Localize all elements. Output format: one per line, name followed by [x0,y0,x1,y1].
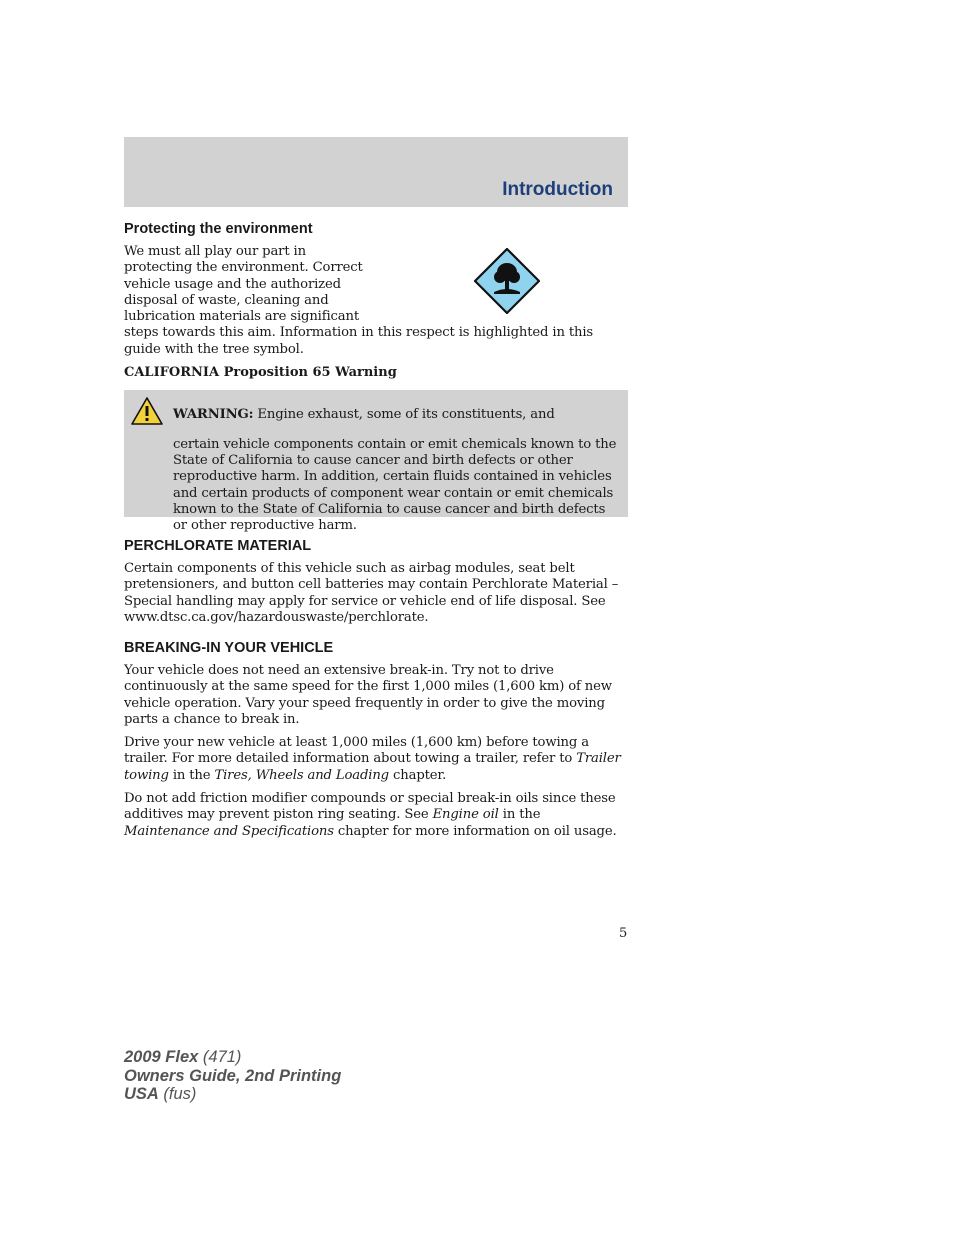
section-heading-perchlorate: PERCHLORATE MATERIAL [124,538,312,554]
breaking-in-paragraph-3 [124,791,628,840]
footer-model-code: (471) [198,1048,242,1066]
footer-market-code: (fus) [158,1085,197,1103]
footer-edition-info [124,1048,341,1104]
chapter-header-band [124,137,628,207]
text-run: Drive your new vehicle at least 1,000 miles (1,600 km) before towing a trailer. For more detailed information about towing a trailer, refer to [124,735,589,767]
reference-maintenance-chapter: Maintenance and Specifications [124,823,334,839]
breaking-in-body [124,663,628,840]
environment-paragraph [124,244,628,358]
text-run: chapter for more information on oil usage. [333,823,617,839]
text-run: Do not add friction modifier compounds or special break-in oils since these additives may prevent piston ring seating. See [124,791,616,823]
environment-line: lubrication materials are significant [124,309,359,325]
warning-text-first: Engine exhaust, some of its constituents, and [253,407,555,423]
environment-line: vehicle usage and the authorized [124,276,341,292]
section-heading-environment: Protecting the environment [124,221,313,237]
text-run: in the [168,767,215,783]
environment-line: protecting the environment. Correct [124,260,363,276]
reference-trailer-towing: Trailer towing [124,751,621,783]
tree-symbol-icon [474,248,540,314]
footer-guide-title: Owners Guide, 2nd Printing [124,1066,342,1085]
section-heading-breaking-in: BREAKING-IN YOUR VEHICLE [124,640,334,656]
page-number: 5 [619,926,628,941]
reference-engine-oil: Engine oil [432,807,499,823]
perchlorate-paragraph [124,561,628,626]
environment-continuation: steps towards this aim. Information in this respect is highlighted in this guide with the tree symbol. [124,325,594,357]
text-run: chapter. [388,767,447,783]
environment-line: disposal of waste, cleaning and [124,292,329,308]
warning-box [124,390,628,534]
reference-tires-chapter: Tires, Wheels and Loading [214,767,389,783]
environment-line: We must all play our part in [124,244,306,259]
warning-label: WARNING: [173,407,254,423]
prop65-heading: CALIFORNIA Proposition 65 Warning [124,365,397,380]
footer-market: USA [124,1085,159,1103]
perchlorate-text: Certain components of this vehicle such as airbag modules, seat belt pretensioners, and button cell batteries may contain Perchlorate Material – Special handling may apply for service or vehicle end of life disposal. See www.dtsc.ca.gov/hazardouswaste/perchlorate. [124,561,619,625]
text-run: in the [498,807,541,823]
warning-text [130,394,622,548]
chapter-title: Introduction [502,179,613,200]
footer-model: 2009 Flex [124,1048,199,1066]
warning-text-rest: certain vehicle components contain or emit chemicals known to the State of California to cause cancer and birth defects or other reproductive harm. In addition, certain fluids contained in vehicles and certain products of component wear contain or emit chemicals known to the State of California to cause cancer and birth defects or other reproductive harm. [173,436,617,534]
breaking-in-paragraph-2 [124,735,628,784]
breaking-in-paragraph-1: Your vehicle does not need an extensive break-in. Try not to drive continuously at the same speed for the first 1,000 miles (1,600 km) of new vehicle operation. Vary your speed frequently in order to give the moving parts a chance to break in. [124,663,612,727]
